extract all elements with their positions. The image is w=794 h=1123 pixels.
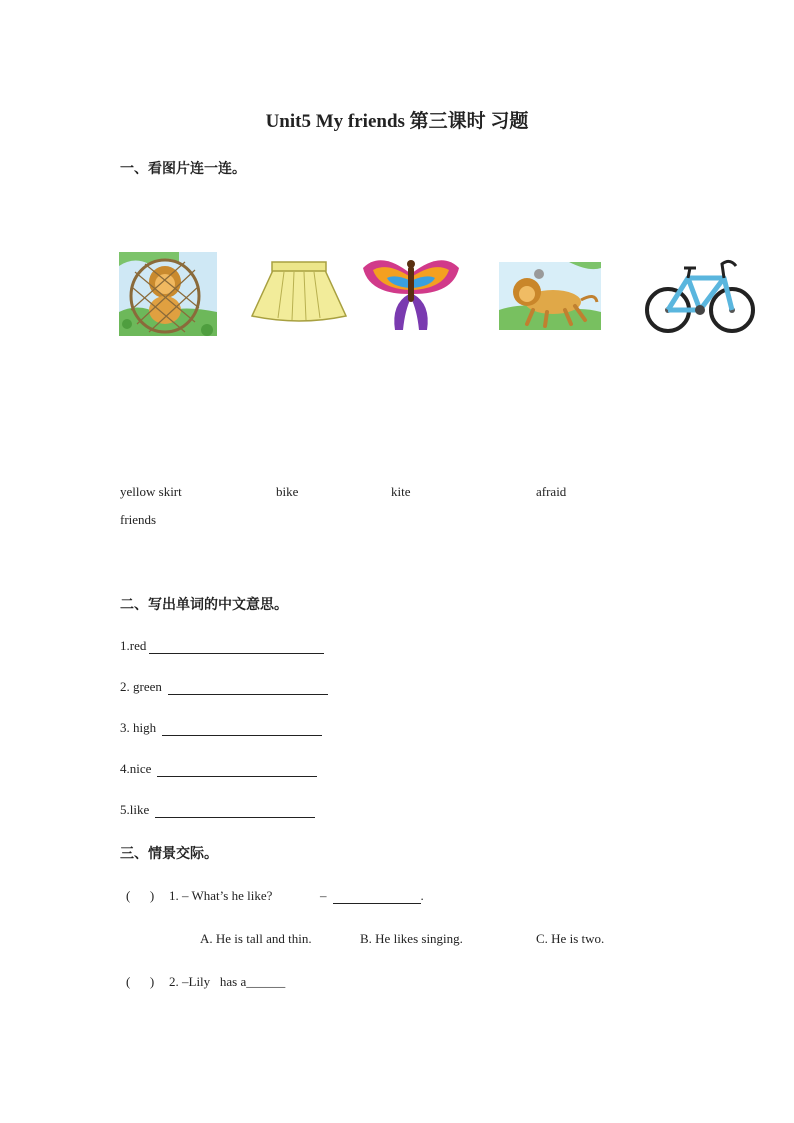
answer-blank[interactable]: [149, 641, 324, 654]
q2-text: 2. –Lily has a______: [169, 974, 286, 989]
match-word-5: friends: [120, 512, 157, 527]
q1-paren[interactable]: ( ): [126, 888, 155, 903]
translation-word: 4.nice: [120, 761, 152, 776]
translation-item-4: [120, 761, 317, 777]
q1-option-a: A. He is tall and thin.: [200, 931, 312, 946]
translation-item-5: [120, 802, 315, 818]
translation-item-3: [120, 720, 322, 736]
q1-answer-end: .: [420, 888, 424, 903]
bike-icon: [644, 248, 756, 338]
answer-blank[interactable]: [157, 764, 317, 777]
section1-heading: 一、看图片连一连。: [120, 161, 246, 177]
q1-option-b: B. He likes singing.: [360, 931, 463, 946]
page-title: Unit5 My friends 第三课时 习题: [265, 111, 529, 132]
q1-answer: [320, 888, 424, 904]
butterfly-kite-icon: [361, 254, 461, 334]
match-word-1: yellow skirt: [120, 484, 182, 499]
q1-option-c: C. He is two.: [536, 931, 605, 946]
section3-heading: 三、情景交际。: [120, 846, 218, 862]
q2-paren[interactable]: ( ): [126, 974, 155, 989]
match-word-4: afraid: [536, 484, 567, 499]
match-word-2: bike: [276, 484, 299, 499]
skirt-icon: [248, 260, 350, 324]
answer-blank[interactable]: [162, 723, 322, 736]
lion-and-mouse-icon: [499, 262, 601, 330]
q1-answer-dash: –: [320, 888, 327, 903]
translation-word: 3. high: [120, 720, 157, 735]
translation-word: 5.like: [120, 802, 150, 817]
translation-word: 2. green: [120, 679, 162, 694]
answer-blank[interactable]: [155, 805, 315, 818]
match-word-3: kite: [391, 484, 411, 499]
translation-item-1: [120, 638, 324, 654]
q1-answer-blank[interactable]: [333, 891, 421, 904]
section2-heading: 二、写出单词的中文意思。: [120, 597, 288, 613]
lion-in-net-icon: [119, 252, 217, 336]
q1-text: 1. – What’s he like?: [169, 888, 273, 903]
answer-blank[interactable]: [168, 682, 328, 695]
translation-word: 1.red: [120, 638, 147, 653]
translation-item-2: [120, 679, 328, 695]
